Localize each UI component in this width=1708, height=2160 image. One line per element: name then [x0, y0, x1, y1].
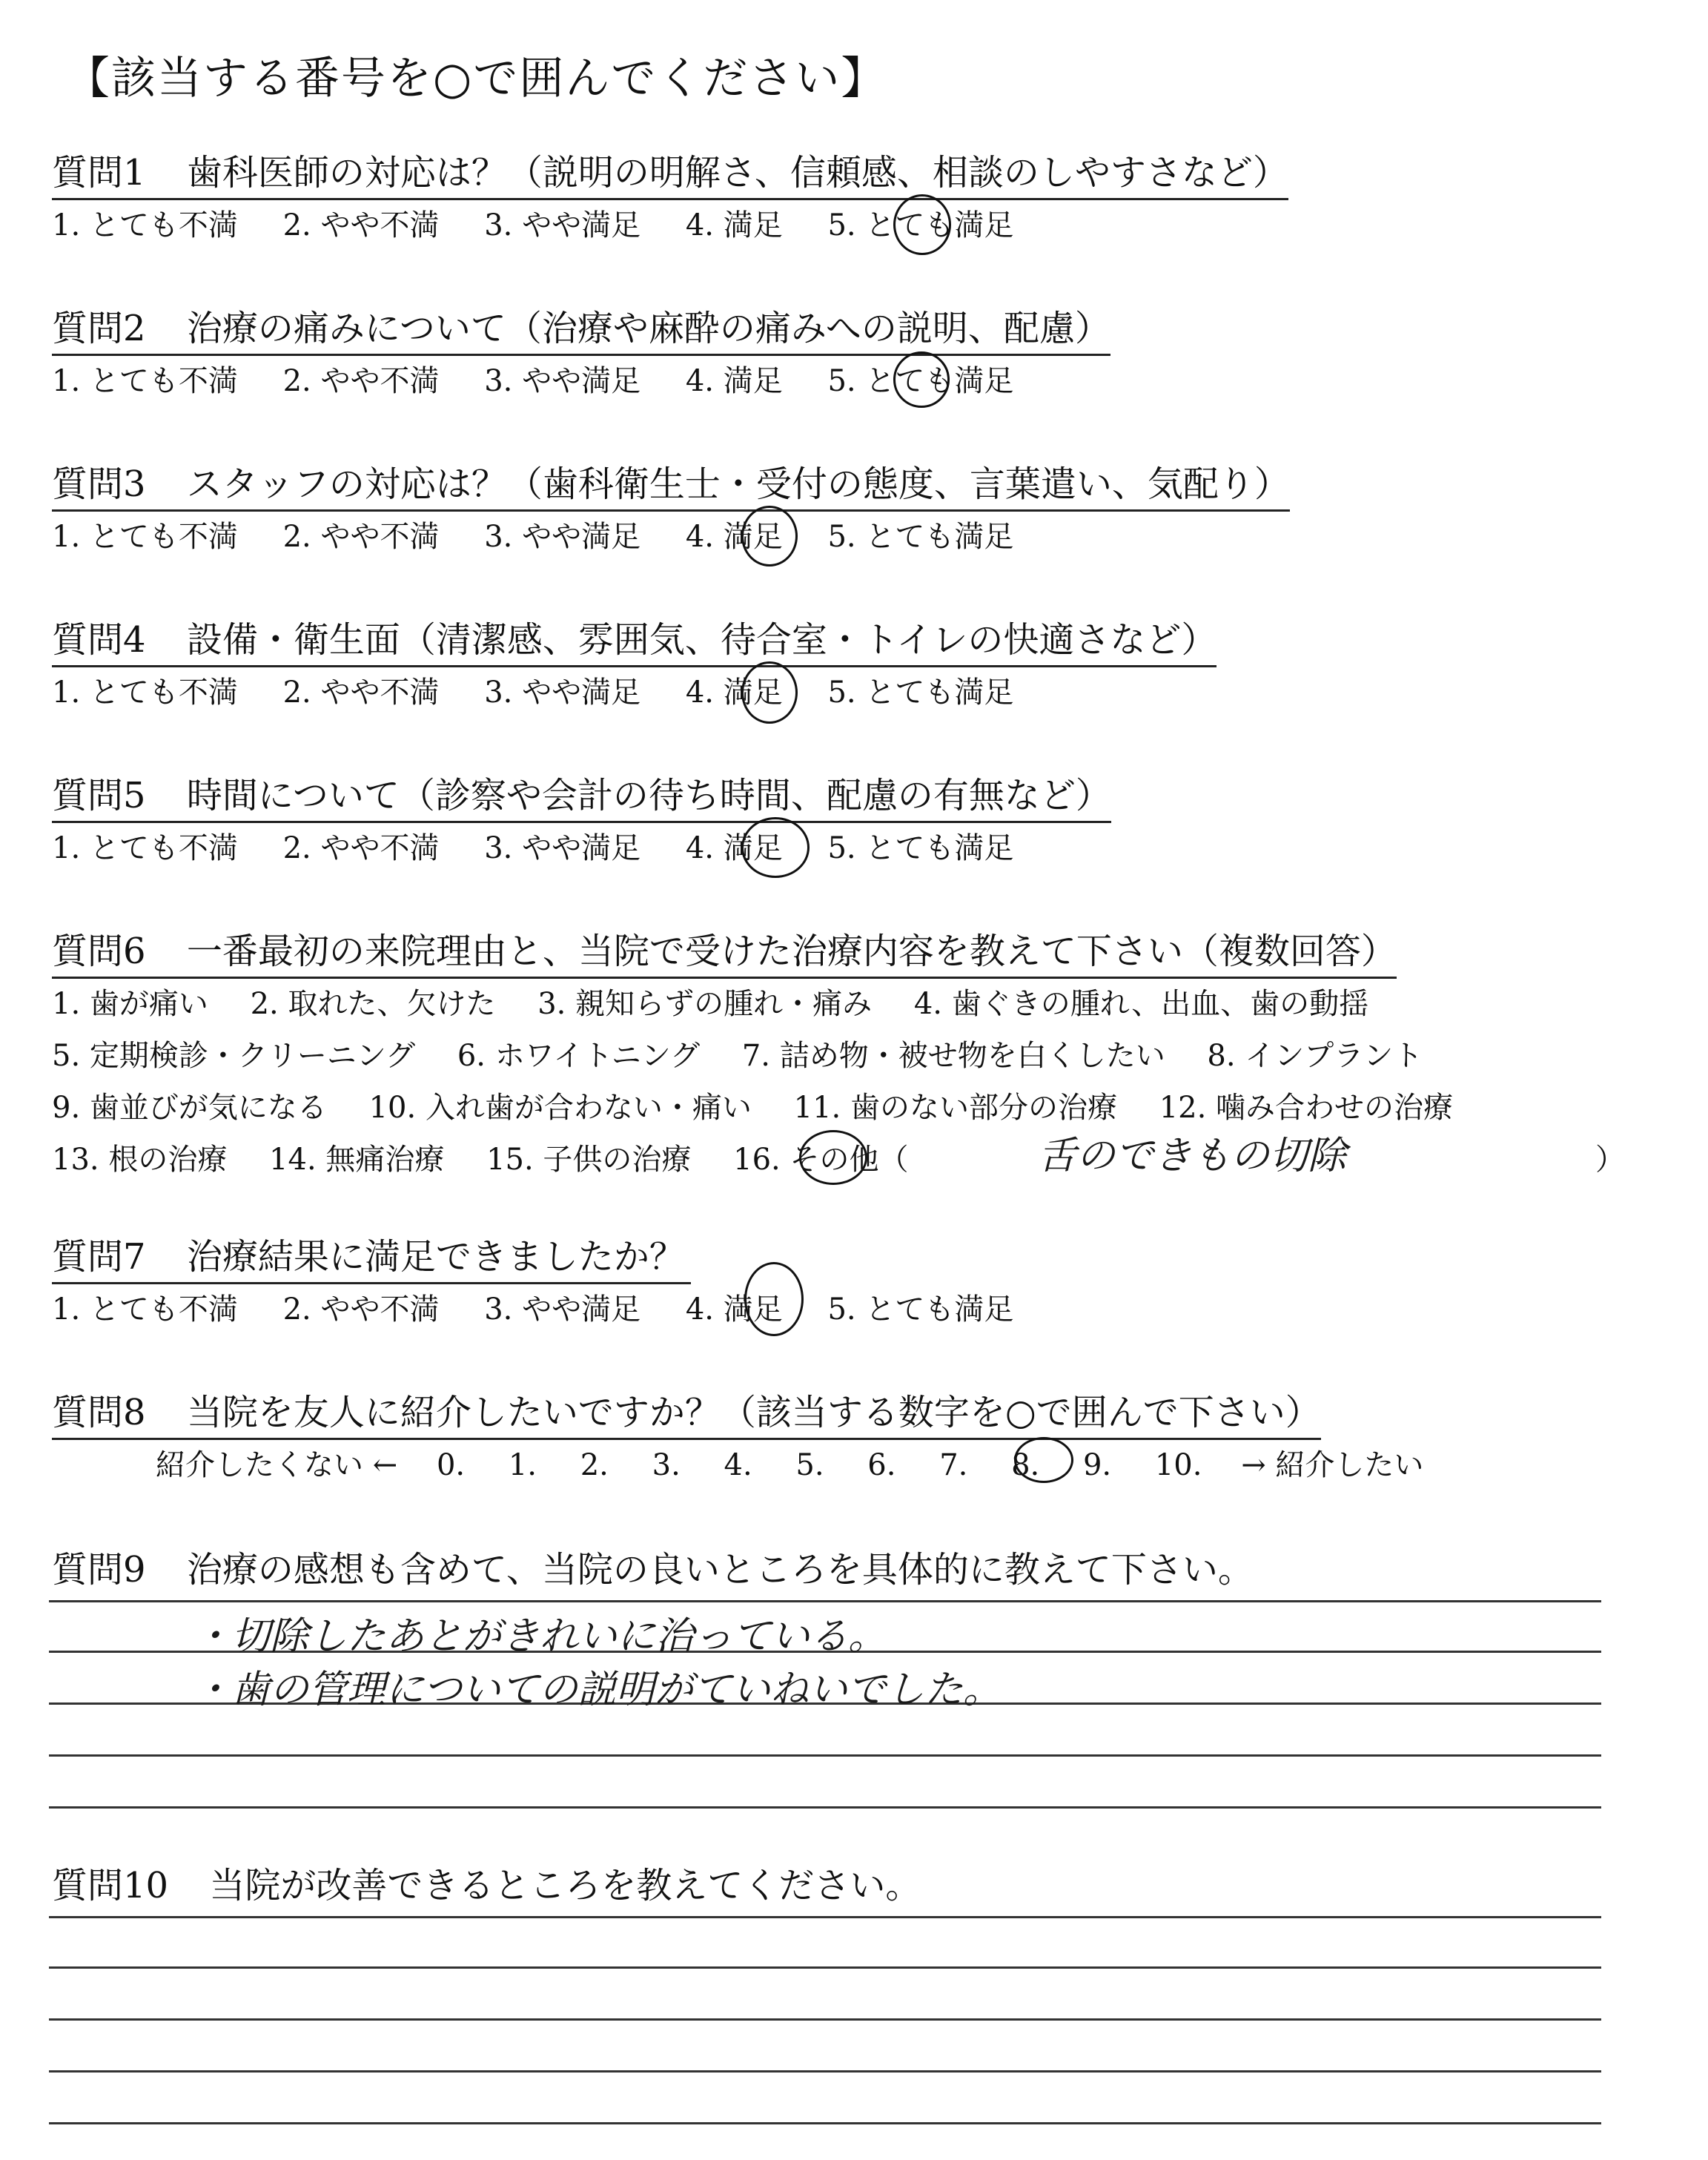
question-3 — [52, 455, 1290, 512]
q10-answer-line-1 — [49, 1916, 1601, 1918]
question-6-text: 一番最初の来院理由と、当院で受けた治療内容を教えて下さい（複数回答） — [186, 931, 1397, 972]
q6-option-3[interactable]: 3. 親知らずの腫れ・痛み — [537, 987, 873, 1021]
q6-option-6[interactable]: 6. ホワイトニング — [457, 1039, 701, 1073]
q2-option-4[interactable]: 4. 満足 — [685, 364, 783, 398]
question-8-scale — [156, 1441, 1423, 1484]
question-8-text: 当院を友人に紹介したいですか？（該当する数字を○で囲んで下さい） — [186, 1392, 1321, 1433]
question-2 — [52, 300, 1110, 356]
q1-option-1[interactable]: 1. とても不満 — [52, 208, 238, 242]
q6-row-3 — [52, 1084, 1453, 1126]
question-5-text: 時間について（診察や会計の待ち時間、配慮の有無など） — [186, 775, 1111, 816]
q8-num-4[interactable]: 4. — [724, 1448, 752, 1482]
q3-selection-circle — [741, 506, 798, 567]
q6-option-10[interactable]: 10. 入れ歯が合わない・痛い — [368, 1091, 752, 1125]
q3-option-2[interactable]: 2. やや不満 — [282, 520, 440, 554]
q1-selection-circle — [893, 194, 951, 255]
question-3-text: スタッフの対応は？（歯科衛生士・受付の態度、言葉遣い、気配り） — [186, 463, 1290, 505]
q7-option-3[interactable]: 3. やや満足 — [484, 1292, 641, 1327]
q5-option-4[interactable]: 4. 満足 — [685, 831, 783, 865]
q10-answer-line-3 — [49, 2018, 1601, 2021]
question-10 — [52, 1857, 921, 1908]
q8-num-5[interactable]: 5. — [795, 1448, 824, 1482]
q9-answer-line-5 — [49, 1806, 1601, 1809]
q6-row-2 — [52, 1032, 1423, 1074]
q4-option-3[interactable]: 3. やや満足 — [484, 676, 641, 710]
q8-left-label: 紹介したくない ← — [156, 1448, 398, 1482]
q6-option-12[interactable]: 12. 噛み合わせの治療 — [1159, 1091, 1454, 1125]
q6-option-1[interactable]: 1. 歯が痛い — [52, 987, 208, 1021]
q7-option-1[interactable]: 1. とても不満 — [52, 1292, 238, 1327]
q6-option-11[interactable]: 11. 歯のない部分の治療 — [793, 1091, 1117, 1125]
q6-selection-circle — [799, 1130, 867, 1185]
q4-option-2[interactable]: 2. やや不満 — [282, 676, 440, 710]
q2-option-2[interactable]: 2. やや不満 — [282, 364, 440, 398]
q6-option-7[interactable]: 7. 詰め物・被せ物を白くしたい — [741, 1039, 1165, 1073]
q8-num-6[interactable]: 6. — [867, 1448, 896, 1482]
q7-option-4[interactable]: 4. 満足 — [685, 1292, 783, 1327]
question-3-options — [52, 513, 1013, 555]
q6-row-4 — [52, 1136, 908, 1178]
q9-answer-line-4 — [49, 1754, 1601, 1757]
question-7-label: 質問7 — [52, 1236, 146, 1278]
q6-option-14[interactable]: 14. 無痛治療 — [269, 1143, 445, 1177]
question-6 — [52, 922, 1397, 979]
question-1-label: 質問1 — [52, 152, 146, 194]
q6-option-9[interactable]: 9. 歯並びが気になる — [52, 1091, 327, 1125]
question-7-text: 治療結果に満足できましたか？ — [186, 1236, 685, 1278]
q5-option-3[interactable]: 3. やや満足 — [484, 831, 641, 865]
q8-right-label: → 紹介したい — [1241, 1448, 1424, 1482]
q6-option-4[interactable]: 4. 歯ぐきの腫れ、出血、歯の動揺 — [913, 987, 1369, 1021]
q6-option-13[interactable]: 13. 根の治療 — [52, 1143, 228, 1177]
question-4-options — [52, 669, 1013, 711]
question-4-label: 質問4 — [52, 619, 146, 661]
q2-option-3[interactable]: 3. やや満足 — [484, 364, 641, 398]
q8-num-10[interactable]: 10. — [1154, 1448, 1202, 1482]
q5-option-5[interactable]: 5. とても満足 — [827, 831, 1014, 865]
question-4 — [52, 611, 1217, 667]
q2-selection-circle — [893, 351, 950, 408]
q8-num-3[interactable]: 3. — [652, 1448, 681, 1482]
q7-selection-circle — [744, 1262, 804, 1336]
q2-option-1[interactable]: 1. とても不満 — [52, 364, 238, 398]
q4-selection-circle — [741, 661, 798, 724]
q8-num-8[interactable]: 8. — [1011, 1448, 1040, 1482]
q1-option-5[interactable]: 5. とても満足 — [827, 208, 1014, 242]
q8-num-0[interactable]: 0. — [436, 1448, 466, 1482]
q1-option-3[interactable]: 3. やや満足 — [484, 208, 641, 242]
q6-row-1 — [52, 980, 1368, 1023]
question-9-text: 治療の感想も含めて、当院の良いところを具体的に教えて下さい。 — [186, 1549, 1254, 1591]
q7-option-2[interactable]: 2. やや不満 — [282, 1292, 440, 1327]
question-8-label: 質問8 — [52, 1392, 146, 1433]
q8-num-7[interactable]: 7. — [939, 1448, 968, 1482]
question-7-options — [52, 1286, 1013, 1328]
q5-option-1[interactable]: 1. とても不満 — [52, 831, 238, 865]
q6-option-2[interactable]: 2. 取れた、欠けた — [250, 987, 496, 1021]
question-9-label: 質問9 — [52, 1549, 146, 1591]
q8-num-1[interactable]: 1. — [508, 1448, 537, 1482]
q10-answer-line-5 — [49, 2122, 1601, 2124]
q4-option-1[interactable]: 1. とても不満 — [52, 676, 238, 710]
q8-num-2[interactable]: 2. — [580, 1448, 609, 1482]
q9-answer-1[interactable]: ・切除したあとがきれいに治っている。 — [193, 1614, 887, 1659]
question-9 — [52, 1541, 1254, 1592]
q3-option-3[interactable]: 3. やや満足 — [484, 520, 641, 554]
q5-selection-circle — [741, 817, 810, 878]
question-5 — [52, 767, 1111, 823]
q10-answer-line-2 — [49, 1966, 1601, 1969]
question-1-text: 歯科医師の対応は？（説明の明解さ、信頼感、相談のしやすさなど） — [186, 152, 1288, 194]
question-5-options — [52, 825, 1013, 867]
question-1 — [52, 144, 1288, 200]
q10-answer-line-4 — [49, 2070, 1601, 2073]
q7-option-5[interactable]: 5. とても満足 — [827, 1292, 1014, 1327]
question-7 — [52, 1228, 691, 1284]
q2-option-5[interactable]: 5. とても満足 — [827, 364, 1014, 398]
q1-option-4[interactable]: 4. 満足 — [685, 208, 783, 242]
q6-option-8[interactable]: 8. インプラント — [1207, 1039, 1423, 1073]
question-10-text: 当院が改善できるところを教えてください。 — [209, 1865, 921, 1906]
question-4-text: 設備・衛生面（清潔感、雰囲気、待合室・トイレの快適さなど） — [186, 619, 1217, 661]
question-5-label: 質問5 — [52, 775, 146, 816]
form-title: 【該当する番号を○で囲んでください】 — [65, 53, 887, 105]
question-10-label: 質問10 — [52, 1865, 169, 1906]
question-2-label: 質問2 — [52, 308, 146, 349]
q4-option-5[interactable]: 5. とても満足 — [827, 676, 1014, 710]
q6-option-15[interactable]: 15. 子供の治療 — [486, 1143, 692, 1177]
q4-option-4[interactable]: 4. 満足 — [685, 676, 783, 710]
question-1-options — [52, 202, 1013, 244]
q3-option-1[interactable]: 1. とても不満 — [52, 520, 238, 554]
q8-selection-circle — [1014, 1437, 1073, 1483]
question-6-label: 質問6 — [52, 931, 146, 972]
question-3-label: 質問3 — [52, 463, 146, 505]
q9-answer-2[interactable]: ・歯の管理についての説明がていねいでした。 — [193, 1668, 1002, 1712]
q1-option-2[interactable]: 2. やや不満 — [282, 208, 440, 242]
question-8 — [52, 1384, 1321, 1440]
q3-option-4[interactable]: 4. 満足 — [685, 520, 783, 554]
q5-option-2[interactable]: 2. やや不満 — [282, 831, 440, 865]
q6-other-handwritten: 舌のできもの切除 — [1038, 1134, 1347, 1178]
q6-option-16[interactable]: 16. その他（ — [733, 1143, 909, 1177]
q3-option-5[interactable]: 5. とても満足 — [827, 520, 1014, 554]
q8-num-9[interactable]: 9. — [1082, 1448, 1112, 1482]
q9-answer-line-1 — [49, 1600, 1601, 1602]
question-2-text: 治療の痛みについて（治療や麻酔の痛みへの説明、配慮） — [186, 308, 1110, 349]
q6-option-5[interactable]: 5. 定期検診・クリーニング — [52, 1039, 416, 1073]
question-2-options — [52, 357, 1013, 400]
q6-other-close-paren: ） — [1595, 1143, 1625, 1177]
